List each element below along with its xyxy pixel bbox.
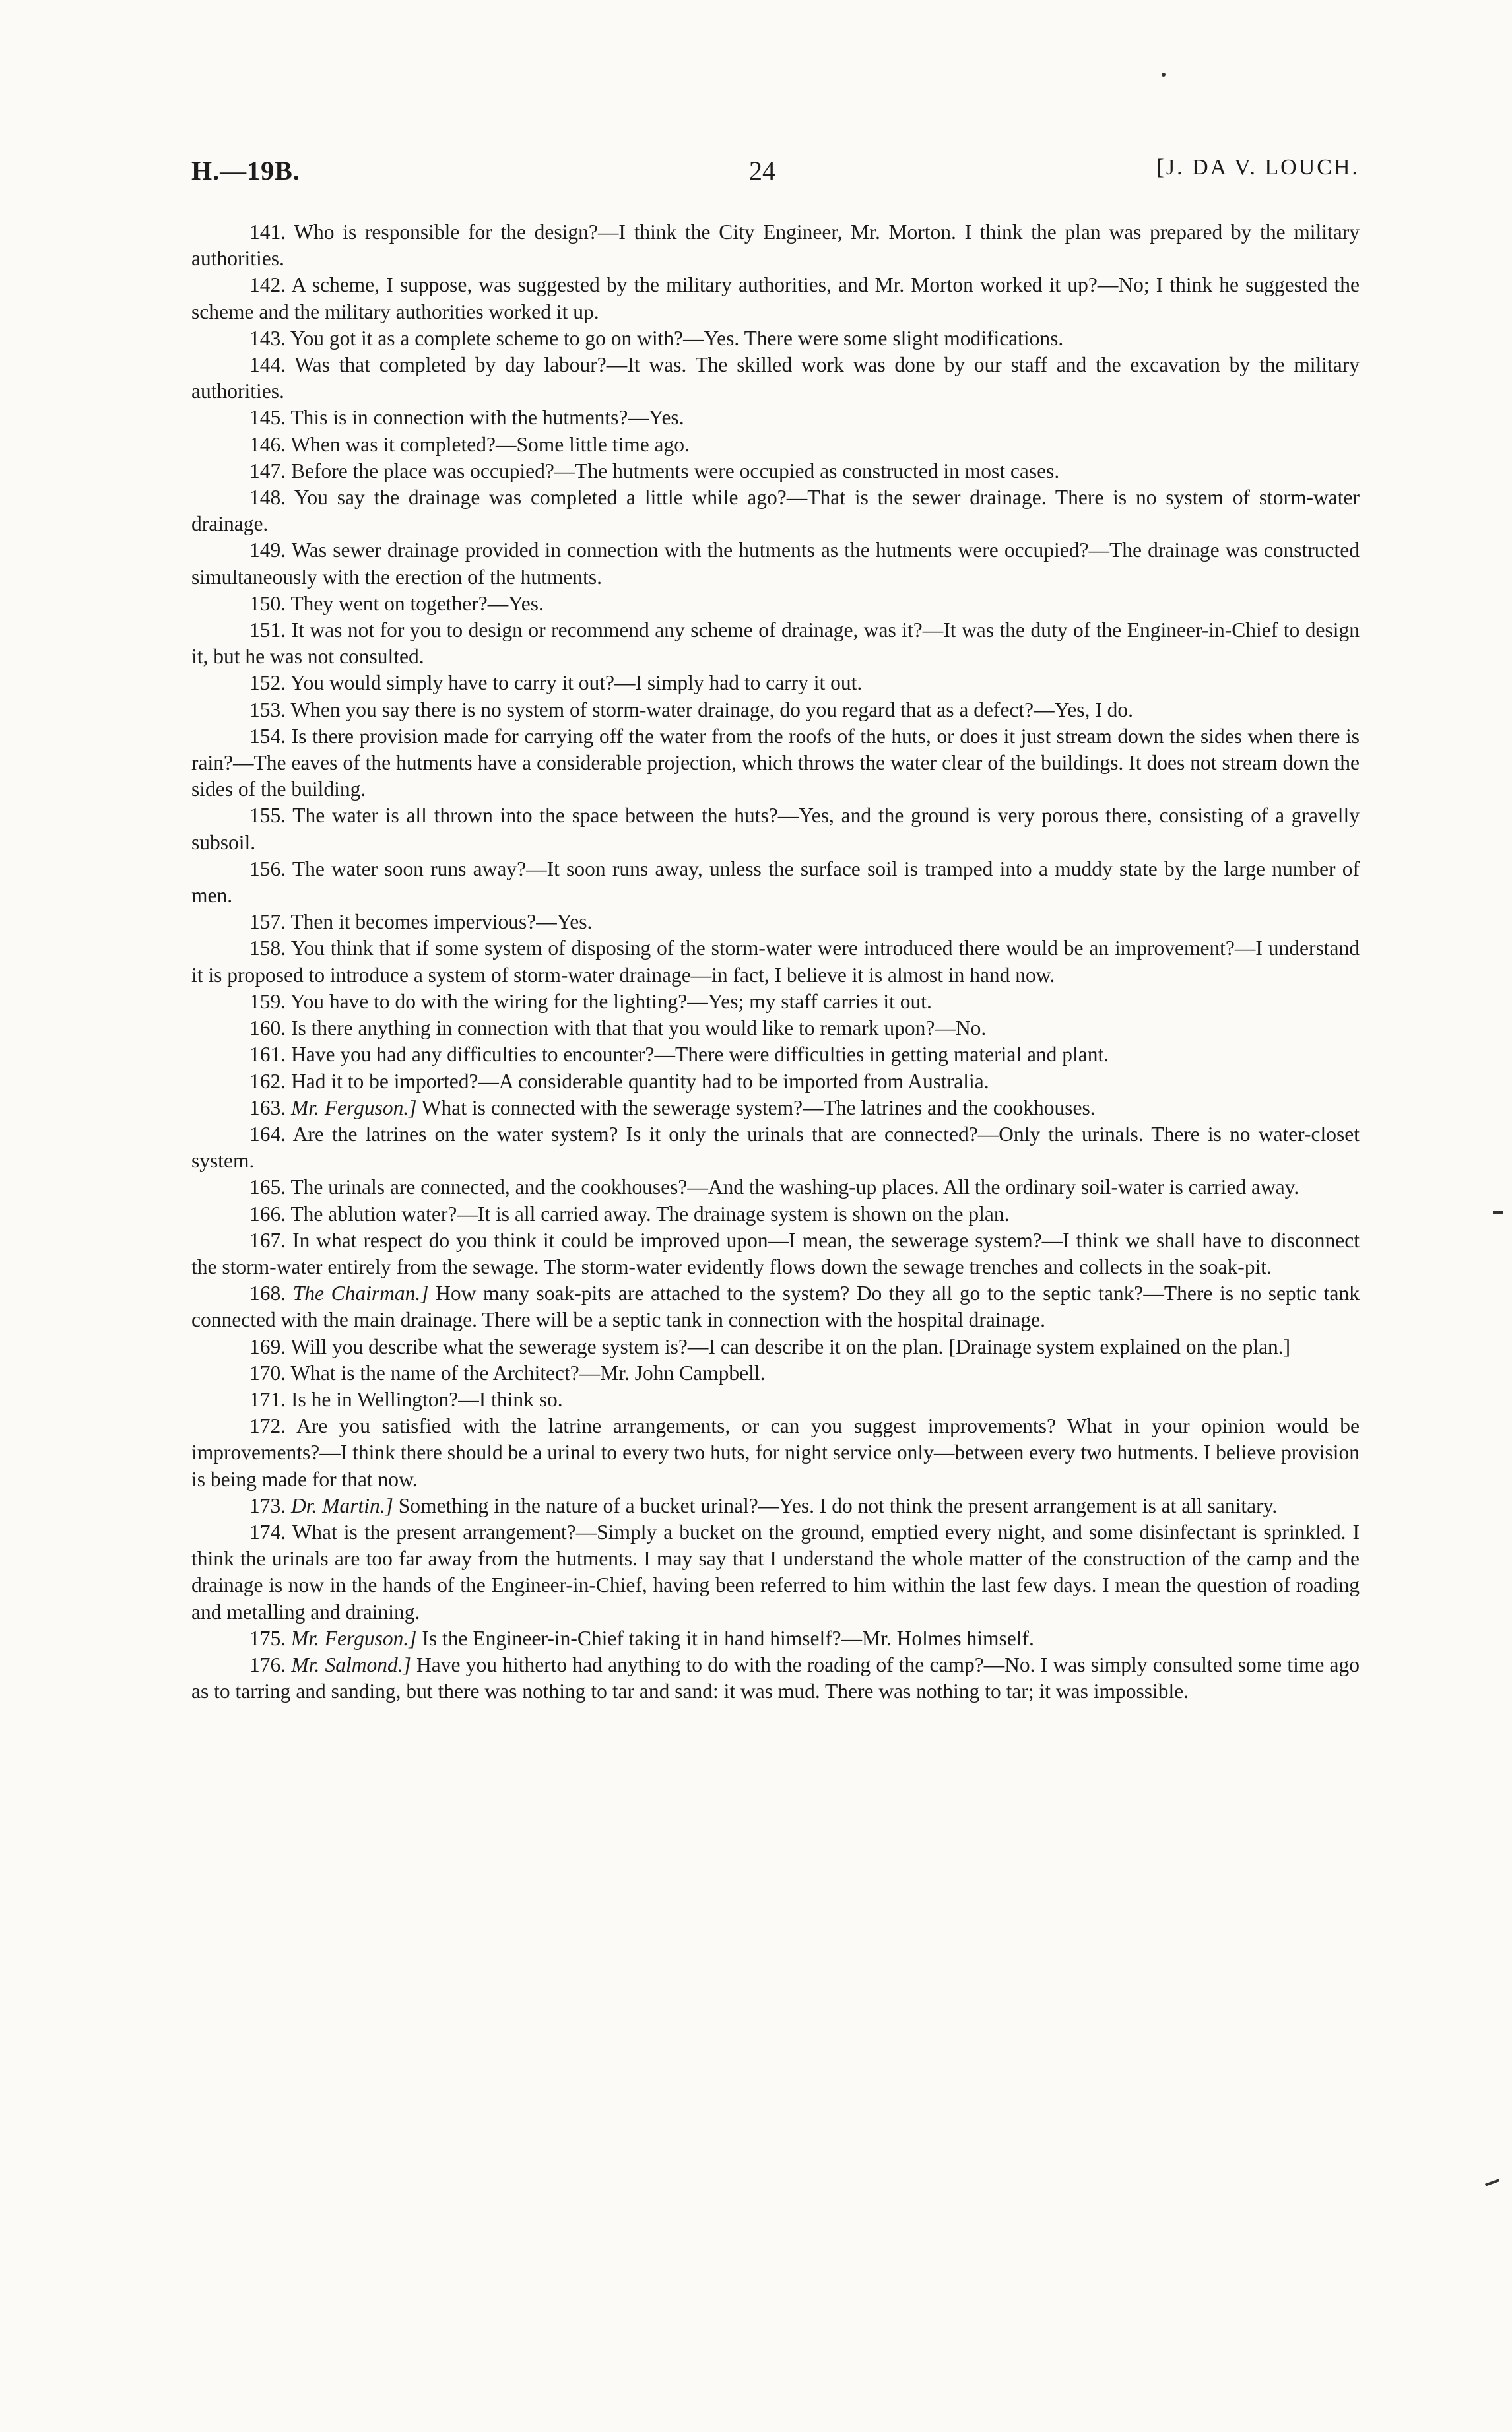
question-number: 166. xyxy=(249,1202,286,1226)
testimony-paragraph xyxy=(191,617,1360,670)
document-reference: H.—19B. xyxy=(191,156,300,185)
speaker-label: Dr. Martin.] xyxy=(291,1494,393,1517)
question-number: 171. xyxy=(249,1387,286,1411)
question-answer-text: What is connected with the sewerage system?—The latrines and the cookhouses. xyxy=(421,1096,1096,1119)
question-answer-text: When was it completed?—Some little time ago. xyxy=(290,432,690,456)
speaker-label: Mr. Ferguson.] xyxy=(291,1626,417,1650)
question-answer-text: Is he in Wellington?—I think so. xyxy=(291,1387,563,1411)
question-answer-text: Are the latrines on the water system? Is it only the urinals that are connected?—Only the urinals. There is no water-closet system. xyxy=(191,1122,1360,1173)
question-answer-text: Who is responsible for the design?—I think the City Engineer, Mr. Morton. I think the plan was prepared by the military authorities. xyxy=(191,220,1360,271)
testimony-paragraph xyxy=(191,1174,1360,1200)
question-answer-text: The water is all thrown into the space between the huts?—Yes, and the ground is very porous there, consisting of a gravelly subsoil. xyxy=(191,804,1360,854)
question-number: 172. xyxy=(249,1414,286,1438)
testimony-paragraph xyxy=(191,1652,1360,1705)
editorial-note: [Drainage system explained on the plan.] xyxy=(948,1334,1291,1358)
page-header xyxy=(191,155,1360,195)
question-answer-text: Was sewer drainage provided in connection with the hutments as the hutments were occupied?—The drainage was constructed simultaneously with the erection of the hutments. xyxy=(191,539,1360,589)
testimony-paragraph xyxy=(191,1626,1360,1652)
question-number: 153. xyxy=(249,698,286,721)
testimony-paragraph xyxy=(191,1387,1360,1413)
testimony-paragraph xyxy=(191,1121,1360,1174)
testimony-paragraph xyxy=(191,803,1360,855)
testimony-paragraph xyxy=(191,537,1360,590)
question-number: 149. xyxy=(249,539,286,562)
question-number: 155. xyxy=(249,804,286,828)
question-number: 159. xyxy=(249,989,286,1013)
testimony-paragraph xyxy=(191,1015,1360,1041)
question-number: 146. xyxy=(249,432,286,456)
scan-mark xyxy=(1493,1211,1503,1214)
question-answer-text: The urinals are connected, and the cookhouses?—And the washing-up places. All the ordinary soil-water is carried away. xyxy=(290,1175,1299,1199)
question-answer-text: Are you satisfied with the latrine arrangements, or can you suggest improvements? What in your opinion would be improvements?—I think there should be a urinal to every two huts, for night service only—between every two hutments. I believe provision is being made for that now. xyxy=(191,1414,1360,1491)
question-number: 148. xyxy=(249,486,286,509)
question-answer-text: Was that completed by day labour?—It was. The skilled work was done by our staff and the excavation by the military authorities. xyxy=(191,353,1360,403)
testimony-paragraph xyxy=(191,325,1360,352)
question-answer-text: Something in the nature of a bucket urinal?—Yes. I do not think the present arrangement is at all sanitary. xyxy=(398,1494,1278,1517)
testimony-paragraph xyxy=(191,458,1360,484)
question-number: 170. xyxy=(249,1361,286,1385)
question-number: 152. xyxy=(249,671,286,695)
question-number: 157. xyxy=(249,910,286,934)
testimony-paragraph xyxy=(191,1201,1360,1228)
question-answer-text: You would simply have to carry it out?—I simply had to carry it out. xyxy=(290,671,863,695)
question-number: 151. xyxy=(249,618,286,642)
testimony-paragraph xyxy=(191,1280,1360,1333)
speaker-label: Mr. Ferguson.] xyxy=(291,1096,417,1119)
question-number: 173. xyxy=(249,1494,286,1517)
testimony-paragraph xyxy=(191,432,1360,458)
question-number: 162. xyxy=(249,1069,286,1093)
question-answer-text: You have to do with the wiring for the lighting?—Yes; my staff carries it out. xyxy=(290,989,932,1013)
testimony-paragraph xyxy=(191,670,1360,696)
question-number: 144. xyxy=(249,353,286,377)
question-answer-text: Will you describe what the sewerage system is?—I can describe it on the plan. xyxy=(290,1334,944,1358)
testimony-paragraph xyxy=(191,219,1360,272)
question-answer-text: Is there provision made for carrying off the water from the roofs of the huts, or does it just stream down the sides when there is rain?—The eaves of the hutments have a considerable projection, which throws the water clear of the buildings. It does not stream down the sides of the building. xyxy=(191,724,1360,801)
question-answer-text: Is there anything in connection with that that you would like to remark upon?—No. xyxy=(291,1016,987,1040)
testimony-paragraph xyxy=(191,856,1360,909)
testimony-paragraph xyxy=(191,1068,1360,1095)
question-number: 143. xyxy=(249,326,286,350)
question-number: 150. xyxy=(249,591,286,615)
testimony-paragraph xyxy=(191,1493,1360,1519)
question-answer-text: Then it becomes impervious?—Yes. xyxy=(290,910,593,934)
question-number: 161. xyxy=(249,1043,286,1067)
testimony-paragraph xyxy=(191,1095,1360,1121)
question-answer-text: Before the place was occupied?—The hutments were occupied as constructed in most cases. xyxy=(291,459,1060,482)
question-number: 158. xyxy=(249,937,286,960)
testimony-paragraph xyxy=(191,272,1360,325)
question-answer-text: You got it as a complete scheme to go on with?—Yes. There were some slight modifications. xyxy=(290,326,1064,350)
question-answer-text: Had it to be imported?—A considerable quantity had to be imported from Australia. xyxy=(291,1069,989,1093)
question-number: 145. xyxy=(249,406,286,430)
question-answer-text: It was not for you to design or recommend any scheme of drainage, was it?—It was the duty of the Engineer-in-Chief to design it, but he was not consulted. xyxy=(191,618,1360,669)
page-number: 24 xyxy=(749,156,775,185)
speaker-label: Mr. Salmond.] xyxy=(291,1653,411,1676)
question-number: 176. xyxy=(249,1653,286,1676)
question-number: 142. xyxy=(249,273,286,297)
testimony-paragraph xyxy=(191,1360,1360,1387)
testimony-paragraph xyxy=(191,909,1360,935)
testimony-paragraph xyxy=(191,935,1360,988)
testimony-paragraph xyxy=(191,1041,1360,1068)
question-answer-text: Is the Engineer-in-Chief taking it in hand himself?—Mr. Holmes himself. xyxy=(422,1626,1034,1650)
question-number: 169. xyxy=(249,1334,286,1358)
question-answer-text: You think that if some system of disposing of the storm-water were introduced there would be an improvement?—I understand it is proposed to introduce a system of storm-water drainage—in fact, I believe it is almost in hand now. xyxy=(191,937,1360,987)
witness-name: [J. DA V. LOUCH. xyxy=(1156,155,1360,180)
question-answer-text: When you say there is no system of storm-water drainage, do you regard that as a defect?—Yes, I do. xyxy=(290,698,1133,721)
question-number: 174. xyxy=(249,1520,286,1544)
testimony-paragraph xyxy=(191,989,1360,1015)
testimony-paragraph xyxy=(191,723,1360,803)
question-answer-text: In what respect do you think it could be improved upon—I mean, the sewerage system?—I think we shall have to disconnect the storm-water entirely from the sewage. The storm-water evidently flows down the sewage trenches and collects in the soak-pit. xyxy=(191,1228,1360,1278)
testimony-paragraph xyxy=(191,1519,1360,1626)
testimony-paragraph xyxy=(191,352,1360,405)
question-number: 167. xyxy=(249,1228,286,1252)
question-answer-text: What is the name of the Architect?—Mr. John Campbell. xyxy=(290,1361,766,1385)
question-number: 156. xyxy=(249,857,286,880)
testimony-paragraph xyxy=(191,1413,1360,1493)
testimony-paragraph xyxy=(191,405,1360,431)
scan-mark xyxy=(1485,2179,1499,2186)
testimony-paragraph xyxy=(191,1228,1360,1280)
question-answer-text: They went on together?—Yes. xyxy=(290,591,544,615)
testimony-paragraph xyxy=(191,484,1360,537)
question-number: 141. xyxy=(249,220,286,244)
question-answer-text: What is the present arrangement?—Simply a bucket on the ground, emptied every night, and some disinfectant is sprinkled. I think the urinals are too far away from the hutments. I may say that I understand the whole matter of the construction of the camp and the drainage is now in the hands of the Engineer-in-Chief, having been referred to him within the last few days. I mean the question of roading and metalling and draining. xyxy=(191,1520,1360,1624)
question-answer-text: The water soon runs away?—It soon runs away, unless the surface soil is tramped into a muddy state by the large number of men. xyxy=(191,857,1360,907)
question-answer-text: How many soak-pits are attached to the system? Do they all go to the septic tank?—There is no septic tank connected with the main drainage. There will be a septic tank in connection with the hospital drainage. xyxy=(191,1282,1360,1332)
question-number: 175. xyxy=(249,1626,286,1650)
question-answer-text: A scheme, I suppose, was suggested by the military authorities, and Mr. Morton worked it up?—No; I think he suggested the scheme and the military authorities worked it up. xyxy=(191,273,1360,323)
question-number: 165. xyxy=(249,1175,286,1199)
testimony-paragraph xyxy=(191,591,1360,617)
question-number: 163. xyxy=(249,1096,286,1119)
scan-mark xyxy=(1162,73,1166,77)
question-answer-text: You say the drainage was completed a little while ago?—That is the sewer drainage. There is no system of storm-water drainage. xyxy=(191,486,1360,536)
speaker-label: The Chairman.] xyxy=(292,1282,429,1305)
question-number: 154. xyxy=(249,724,286,748)
question-answer-text: The ablution water?—It is all carried away. The drainage system is shown on the plan. xyxy=(290,1202,1010,1226)
testimony-paragraph xyxy=(191,1334,1360,1360)
testimony-body xyxy=(191,219,1360,1705)
question-answer-text: Have you hitherto had anything to do with the roading of the camp?—No. I was simply consulted some time ago as to tarring and sanding, but there was nothing to tar and sand: it was mud. There was nothing to tar; it was impossible. xyxy=(191,1653,1360,1703)
question-answer-text: Have you had any difficulties to encounter?—There were difficulties in getting material and plant. xyxy=(291,1043,1109,1067)
question-answer-text: This is in connection with the hutments?—Yes. xyxy=(290,406,684,430)
question-number: 164. xyxy=(249,1122,286,1146)
question-number: 168. xyxy=(249,1282,286,1305)
testimony-paragraph xyxy=(191,697,1360,723)
question-number: 147. xyxy=(249,459,286,482)
question-number: 160. xyxy=(249,1016,286,1040)
